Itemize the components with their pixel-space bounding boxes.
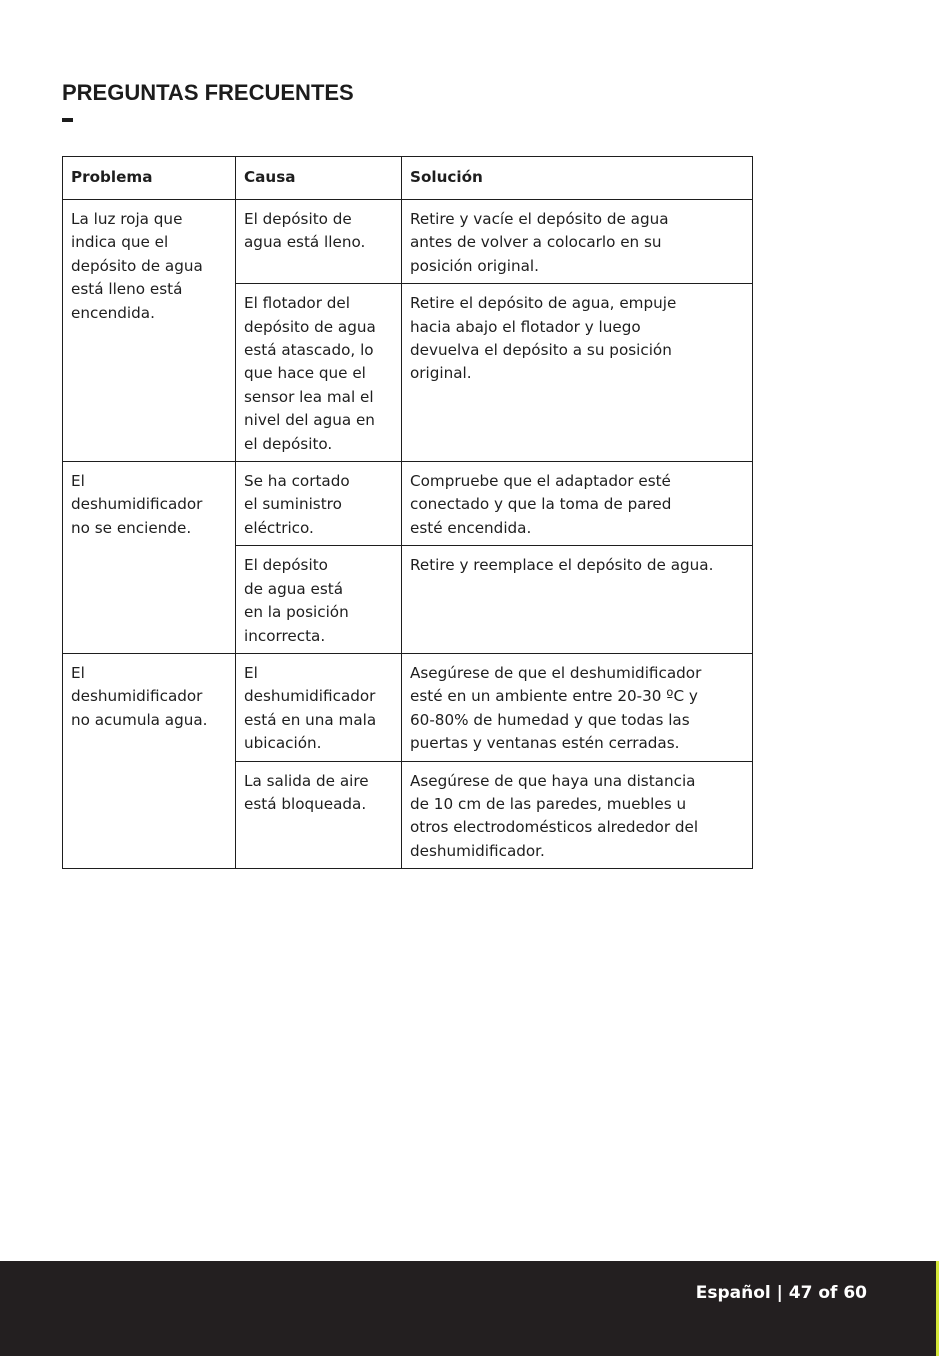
solution-cell: Retire y vacíe el depósito de agua antes de volver a colocarlo en su posición original. [402, 200, 753, 284]
cause-cell: El deshumidificador está en una mala ubicación. [236, 653, 402, 761]
solution-cell: Asegúrese de que haya una distancia de 10 cm de las paredes, muebles u otros electrodomésticos alrededor del deshumidificador. [402, 761, 753, 869]
header-problem: Problema [63, 157, 236, 200]
cause-cell: El depósito de agua está en la posición incorrecta. [236, 546, 402, 654]
table-row [63, 653, 753, 761]
header-solution: Solución [402, 157, 753, 200]
header-cause: Causa [236, 157, 402, 200]
table-row [63, 462, 753, 546]
cause-cell: La salida de aire está bloqueada. [236, 761, 402, 869]
title-underline-dash [62, 118, 73, 122]
faq-table [62, 156, 753, 869]
table-header-row [63, 157, 753, 200]
cause-cell: El flotador del depósito de agua está atascado, lo que hace que el sensor lea mal el nivel del agua en el depósito. [236, 284, 402, 462]
problem-cell: El deshumidificador no se enciende. [63, 462, 236, 654]
problem-cell: La luz roja que indica que el depósito de agua está lleno está encendida. [63, 200, 236, 462]
page-footer [0, 1261, 939, 1356]
page-title: PREGUNTAS FRECUENTES [62, 80, 354, 105]
problem-cell: El deshumidificador no acumula agua. [63, 653, 236, 868]
solution-cell: Retire el depósito de agua, empuje hacia abajo el flotador y luego devuelva el depósito a su posición original. [402, 284, 753, 462]
cause-cell: El depósito de agua está lleno. [236, 200, 402, 284]
table-row [63, 200, 753, 284]
cause-cell: Se ha cortado el suministro eléctrico. [236, 462, 402, 546]
solution-cell: Retire y reemplace el depósito de agua. [402, 546, 753, 654]
solution-cell: Asegúrese de que el deshumidificador esté en un ambiente entre 20-30 ºC y 60-80% de humedad y que todas las puertas y ventanas estén cerradas. [402, 653, 753, 761]
solution-cell: Compruebe que el adaptador esté conectado y que la toma de pared esté encendida. [402, 462, 753, 546]
page-number: Español | 47 of 60 [695, 1283, 867, 1303]
